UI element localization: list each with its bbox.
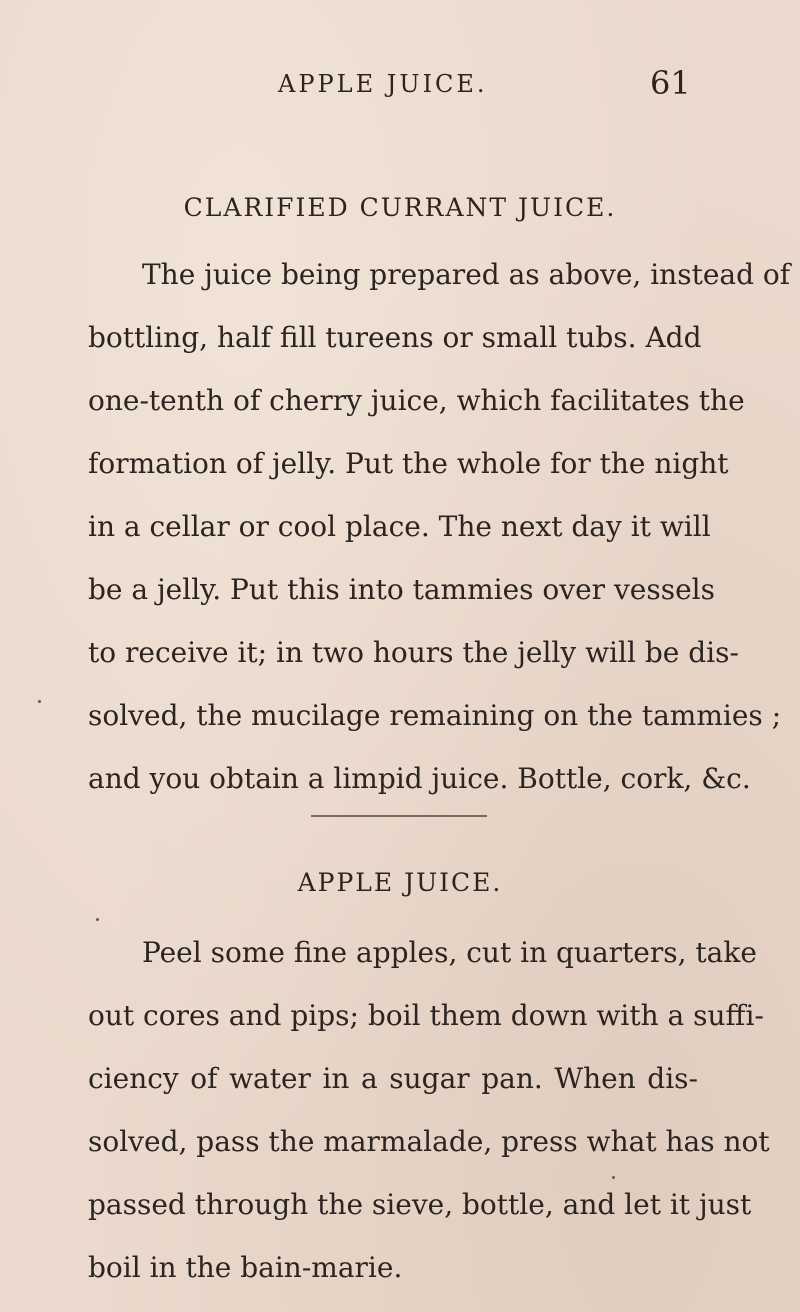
- paragraph-line: ciency of water in a sugar pan. When dis-: [88, 1062, 698, 1095]
- page-number: 61: [650, 64, 691, 102]
- paragraph-line: Peel some fine apples, cut in quarters, take: [142, 936, 757, 969]
- paragraph-line: bottling, half fill tureens or small tubs. Add: [88, 321, 702, 354]
- section-divider: [311, 815, 487, 817]
- section-heading-currant: CLARIFIED CURRANT JUICE.: [183, 193, 617, 222]
- paragraph-line: out cores and pips; boil them down with a suffi-: [88, 999, 764, 1032]
- running-title: APPLE JUICE.: [278, 70, 488, 98]
- paragraph-line: and you obtain a limpid juice. Bottle, cork, &c.: [88, 762, 751, 795]
- running-head: [0, 64, 800, 110]
- paragraph-line: boil in the bain-marie.: [88, 1251, 403, 1284]
- paragraph-line: to receive it; in two hours the jelly will be dis-: [88, 636, 739, 669]
- paper-speck: [96, 918, 99, 921]
- paragraph-line: one-tenth of cherry juice, which facilitates the: [88, 384, 745, 417]
- paragraph-line: formation of jelly. Put the whole for the night: [88, 447, 729, 480]
- paragraph-line: solved, the mucilage remaining on the tammies ;: [88, 699, 782, 732]
- paper-speck: [612, 1176, 615, 1179]
- section-heading-apple: APPLE JUICE.: [297, 868, 503, 897]
- paragraph-line: passed through the sieve, bottle, and let it just: [88, 1188, 752, 1221]
- paragraph-line: The juice being prepared as above, instead of: [142, 258, 791, 291]
- paragraph-line: be a jelly. Put this into tammies over vessels: [88, 573, 715, 606]
- paper-speck: [38, 700, 41, 703]
- paragraph-line: solved, pass the marmalade, press what has not: [88, 1125, 770, 1158]
- paragraph-line: in a cellar or cool place. The next day it will: [88, 510, 711, 543]
